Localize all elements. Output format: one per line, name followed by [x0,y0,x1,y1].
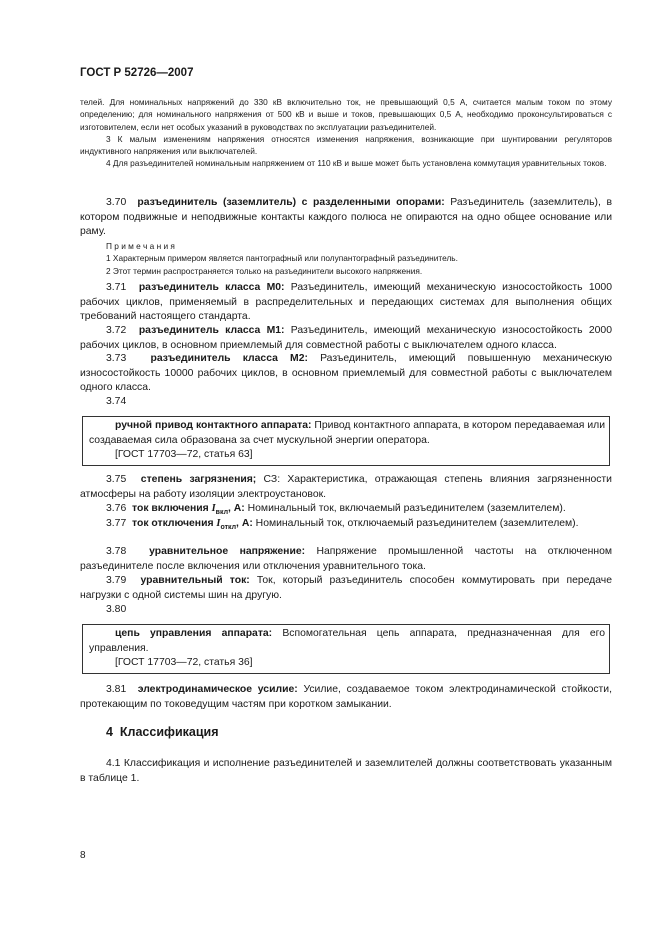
term-3-79: 3.79 уравнительный ток: Ток, который разъединитель способен коммутировать при передаче нагрузки с одной системы шин на другую. [80,575,612,601]
reference: [ГОСТ 17703—72, статья 63] [115,449,253,460]
note-4: 4 Для разъединителей номинальным напряжением от 110 кВ и выше может быть установлена коммутация уравнительных токов. [106,158,607,169]
term-3-71: 3.71 разъединитель класса М0: Разъединитель, имеющий механическую износостойкость 1000 рабочих циклов, применяемый в распределительных и передающих системах для выполнения общих требований настоящего стандарта. [80,282,612,322]
term-3-81: 3.81 электродинамическое усилие: Усилие, создаваемое током электродинамической стойкости, протекающим по токоведущим частям при коротком замыкании. [80,684,612,710]
term-3-74-box: ручной привод контактного аппарата: Привод контактного аппарата, в котором передаваемая или создаваемая сила образована за счет мускульной энергии оператора. [ГОСТ 17703—72, статья 63] [82,416,610,466]
notes-top [80,96,612,170]
term-3-76: 3.76 ток включения $I_{вкл}$, А: Номинальный ток, включаемый разъединителем (заземлителем). [106,503,566,517]
notes-title: П р и м е ч а н и я [106,241,175,251]
term-3-78: 3.78 уравнительное напряжение: Напряжение промышленной частоты на отключенном разъединителе после включения или отключения уравнительного тока. [80,546,612,572]
clause-4-1: 4.1 Классификация и исполнение разъединителей и заземлителей должны соответствовать указанным в таблице 1. [80,758,612,784]
notes-block [80,240,612,277]
term-title: разъединитель (заземлитель) с разделенными опорами: [137,197,445,208]
term-3-70: 3.70 разъединитель (заземлитель) с разделенными опорами: Разъединитель (заземлитель), в котором подвижные и неподвижные контакты каждого полюса не опираются на одно общее основание или раму. [80,197,612,237]
note-continuation: телей. Для номинальных напряжений до 330 кВ включительно ток, не превышающий 0,5 А, считается малым током по этому определению; для номинального напряжения от 500 кВ и выше и токов, превышающих 0,5 А, необходимо проконсультироваться с изготовителем, если нет особых указаний в руководствах по эксплуатации разъединителей. [80,97,612,132]
page-number: 8 [80,850,86,861]
reference: [ГОСТ 17703—72, статья 36] [115,657,253,668]
page-header: ГОСТ Р 52726—2007 [80,67,194,79]
term-3-80-num: 3.80 [106,604,127,615]
note-item: 2 Этот термин распространяется только на разъединители высокого напряжения. [106,265,423,276]
section-heading: 4 Классификация [106,725,219,739]
term-3-74-num: 3.74 [106,396,127,407]
term-3-75: 3.75 степень загрязнения; СЗ: Характеристика, отражающая степень влияния загрязненности атмосферы на работу изоляции электроустановок. [80,474,612,500]
term-3-80-box: цепь управления аппарата: Вспомогательная цепь аппарата, предназначенная для его управления. [ГОСТ 17703—72, статья 36] [82,624,610,674]
term-3-73: 3.73 разъединитель класса М2: Разъединитель, имеющий повышенную механическую износостойкость 10000 рабочих циклов, в основном приемлемый для совместной работы с выключателем одного класса. [80,353,612,393]
note-item: 1 Характерным примером является пантографный или полупантографный разъединитель. [106,253,458,264]
note-3: 3 К малым изменениям напряжения относятся изменения напряжения, возникающие при шунтировании регуляторов индуктивного напряжения или выключателей. [80,133,612,157]
term-3-77: 3.77 ток отключения $I_{откл}$, А: Номинальный ток, отключаемый разъединителем (заземлителем). [106,518,579,532]
term-3-72: 3.72 разъединитель класса М1: Разъединитель, имеющий механическую износостойкость 2000 рабочих циклов, в основном приемлемый для совместной работы с выключателем одного класса. [80,325,612,351]
